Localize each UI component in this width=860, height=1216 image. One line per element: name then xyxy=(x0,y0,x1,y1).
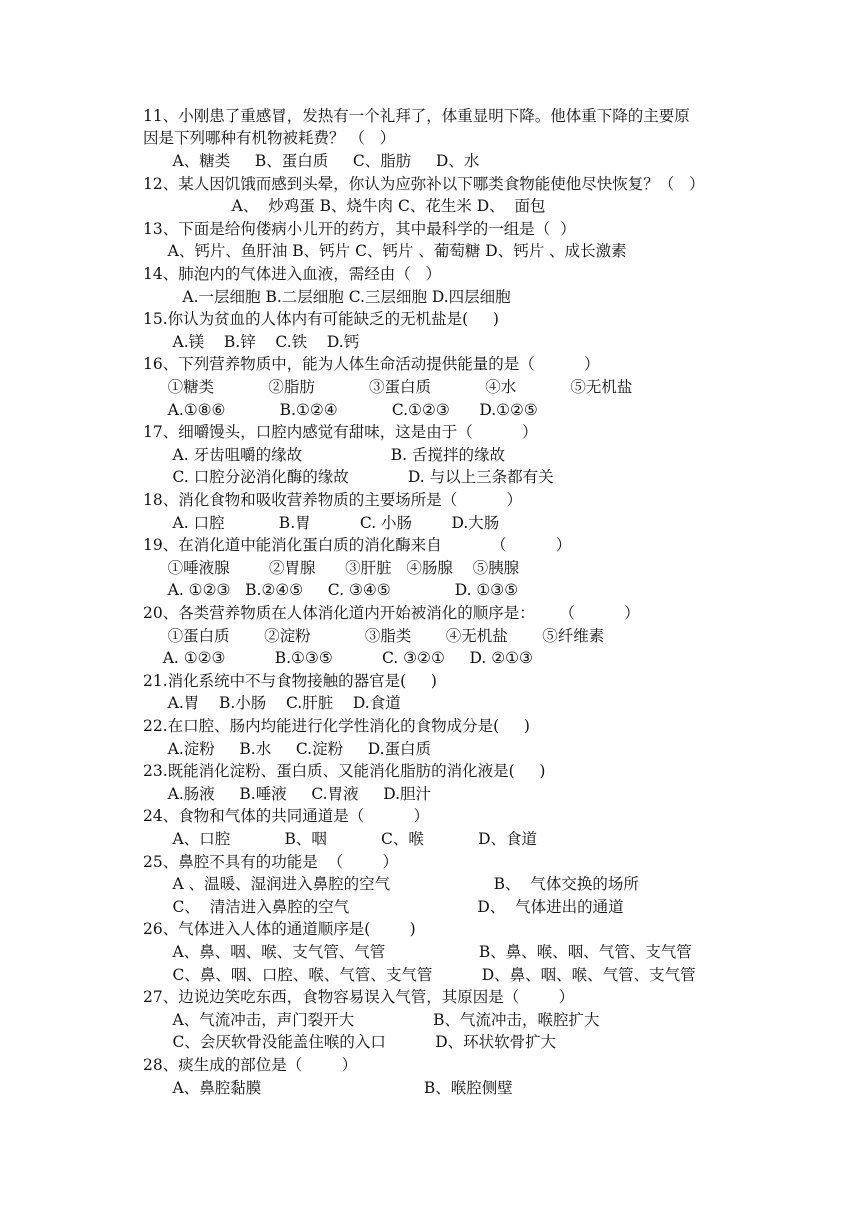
question-25-options-cd: C、 清洁进入鼻腔的空气 D、 气体进出的通道 xyxy=(143,898,624,916)
question-17-options-ab: A. 牙齿咀嚼的缘故 B. 舌搅拌的缘故 xyxy=(143,446,506,464)
question-13-stem: 13、下面是给佝偻病小儿开的药方，其中最科学的一组是（ ） xyxy=(143,220,576,238)
question-14-options: A.一层细胞 B.二层细胞 C.三层细胞 D.四层细胞 xyxy=(143,288,511,306)
question-16-options: A.①⑧⑥ B.①②④ C.①②③ D.①②⑤ xyxy=(143,401,538,419)
question-20-items: ①蛋白质 ②淀粉 ③脂类 ④无机盐 ⑤纤维素 xyxy=(143,627,605,645)
question-15-options: A.镁 B.锌 C.铁 D.钙 xyxy=(143,333,360,351)
question-19-items: ①唾液腺 ②胃腺 ③肝脏 ④肠腺 ⑤胰腺 xyxy=(143,559,520,577)
question-12-options: A、 炒鸡蛋 B、烧牛肉 C、花生米 D、 面包 xyxy=(143,197,546,215)
question-21-stem: 21.消化系统中不与食物接触的器官是( ) xyxy=(143,672,437,690)
question-28-options: A、鼻腔黏膜 B、喉腔侧壁 xyxy=(143,1079,513,1097)
question-27-options-ab: A、气流冲击，声门裂开大 B、气流冲击，喉腔扩大 xyxy=(143,1011,600,1029)
question-26-options-ab: A、鼻、咽、喉、支气管、气管 B、鼻、喉、咽、气管、支气管 xyxy=(143,943,692,961)
question-24-stem: 24、食物和气体的共同通道是（ ） xyxy=(143,807,429,825)
question-12-stem: 12、某人因饥饿而感到头晕，你认为应弥补以下哪类食物能使他尽快恢复？（ ） xyxy=(143,175,705,193)
question-27-options-cd: C、会厌软骨没能盖住喉的入口 D、环状软骨扩大 xyxy=(143,1033,557,1051)
question-18-stem: 18、消化食物和吸收营养物质的主要场所是（ ） xyxy=(143,491,522,509)
question-25-options-ab: A 、温暖、湿润进入鼻腔的空气 B、 气体交换的场所 xyxy=(143,875,639,893)
question-15-stem: 15.你认为贫血的人体内有可能缺乏的无机盐是( ) xyxy=(143,310,499,328)
question-16-items: ①糖类 ②脂肪 ③蛋白质 ④水 ⑤无机盐 xyxy=(143,378,633,396)
question-17-stem: 17、细嚼馒头，口腔内感觉有甜味，这是由于（ ） xyxy=(143,423,538,441)
question-19-stem: 19、在消化道中能消化蛋白质的消化酶来自 （ ） xyxy=(143,536,572,554)
question-20-stem: 20、各类营养物质在人体消化道内开始被消化的顺序是： （ ） xyxy=(143,604,640,622)
question-11-stem: 11、小刚患了重感冒，发热有一个礼拜了，体重显明下降。他体重下降的主要原 xyxy=(143,107,690,125)
question-26-stem: 26、气体进入人体的通道顺序是( ) xyxy=(143,920,416,938)
question-17-options-cd: C. 口腔分泌消化酶的缘故 D. 与以上三条都有关 xyxy=(143,468,554,486)
question-22-options: A.淀粉 B.水 C.淀粉 D.蛋白质 xyxy=(143,740,432,758)
question-23-stem: 23.既能消化淀粉、蛋白质、又能消化脂肪的消化液是( ) xyxy=(143,762,546,780)
question-21-options: A.胃 B.小肠 C.肝脏 D.食道 xyxy=(143,694,401,712)
question-25-stem: 25、鼻腔不具有的功能是 （ ） xyxy=(143,853,398,871)
question-11-options: A、糖类 B、蛋白质 C、脂肪 D、水 xyxy=(143,152,480,170)
question-22-stem: 22.在口腔、肠内均能进行化学性消化的食物成分是( ) xyxy=(143,717,530,735)
question-13-options: A、钙片、鱼肝油 B、钙片 C、钙片 、葡萄糖 D、钙片 、成长激素 xyxy=(143,242,627,260)
question-23-options: A.肠液 B.唾液 C.胃液 D.胆汁 xyxy=(143,785,432,803)
question-24-options: A、口腔 B、咽 C、喉 D、食道 xyxy=(143,830,538,848)
question-11-stem-cont: 因是下列哪种有机物被耗费？ （ ） xyxy=(143,129,396,147)
question-14-stem: 14、肺泡内的气体进入血液，需经由（ ） xyxy=(143,265,442,283)
question-19-options: A. ①②③ B.②④⑤ C. ③④⑤ D. ①③⑤ xyxy=(143,581,519,599)
question-27-stem: 27、边说边笑吃东西，食物容易误入气管，其原因是（ ） xyxy=(143,988,575,1006)
question-26-options-cd: C、鼻、咽、口腔、喉、气管、支气管 D、鼻、咽、喉、气管、支气管 xyxy=(143,966,696,984)
question-20-options: A. ①②③ B.①③⑤ C. ③②① D. ②①③ xyxy=(143,649,533,667)
question-16-stem: 16、下列营养物质中，能为人体生命活动提供能量的是（ ） xyxy=(143,355,600,373)
question-28-stem: 28、痰生成的部位是（ ） xyxy=(143,1056,358,1074)
question-18-options: A. 口腔 B.胃 C. 小肠 D.大肠 xyxy=(143,514,500,532)
